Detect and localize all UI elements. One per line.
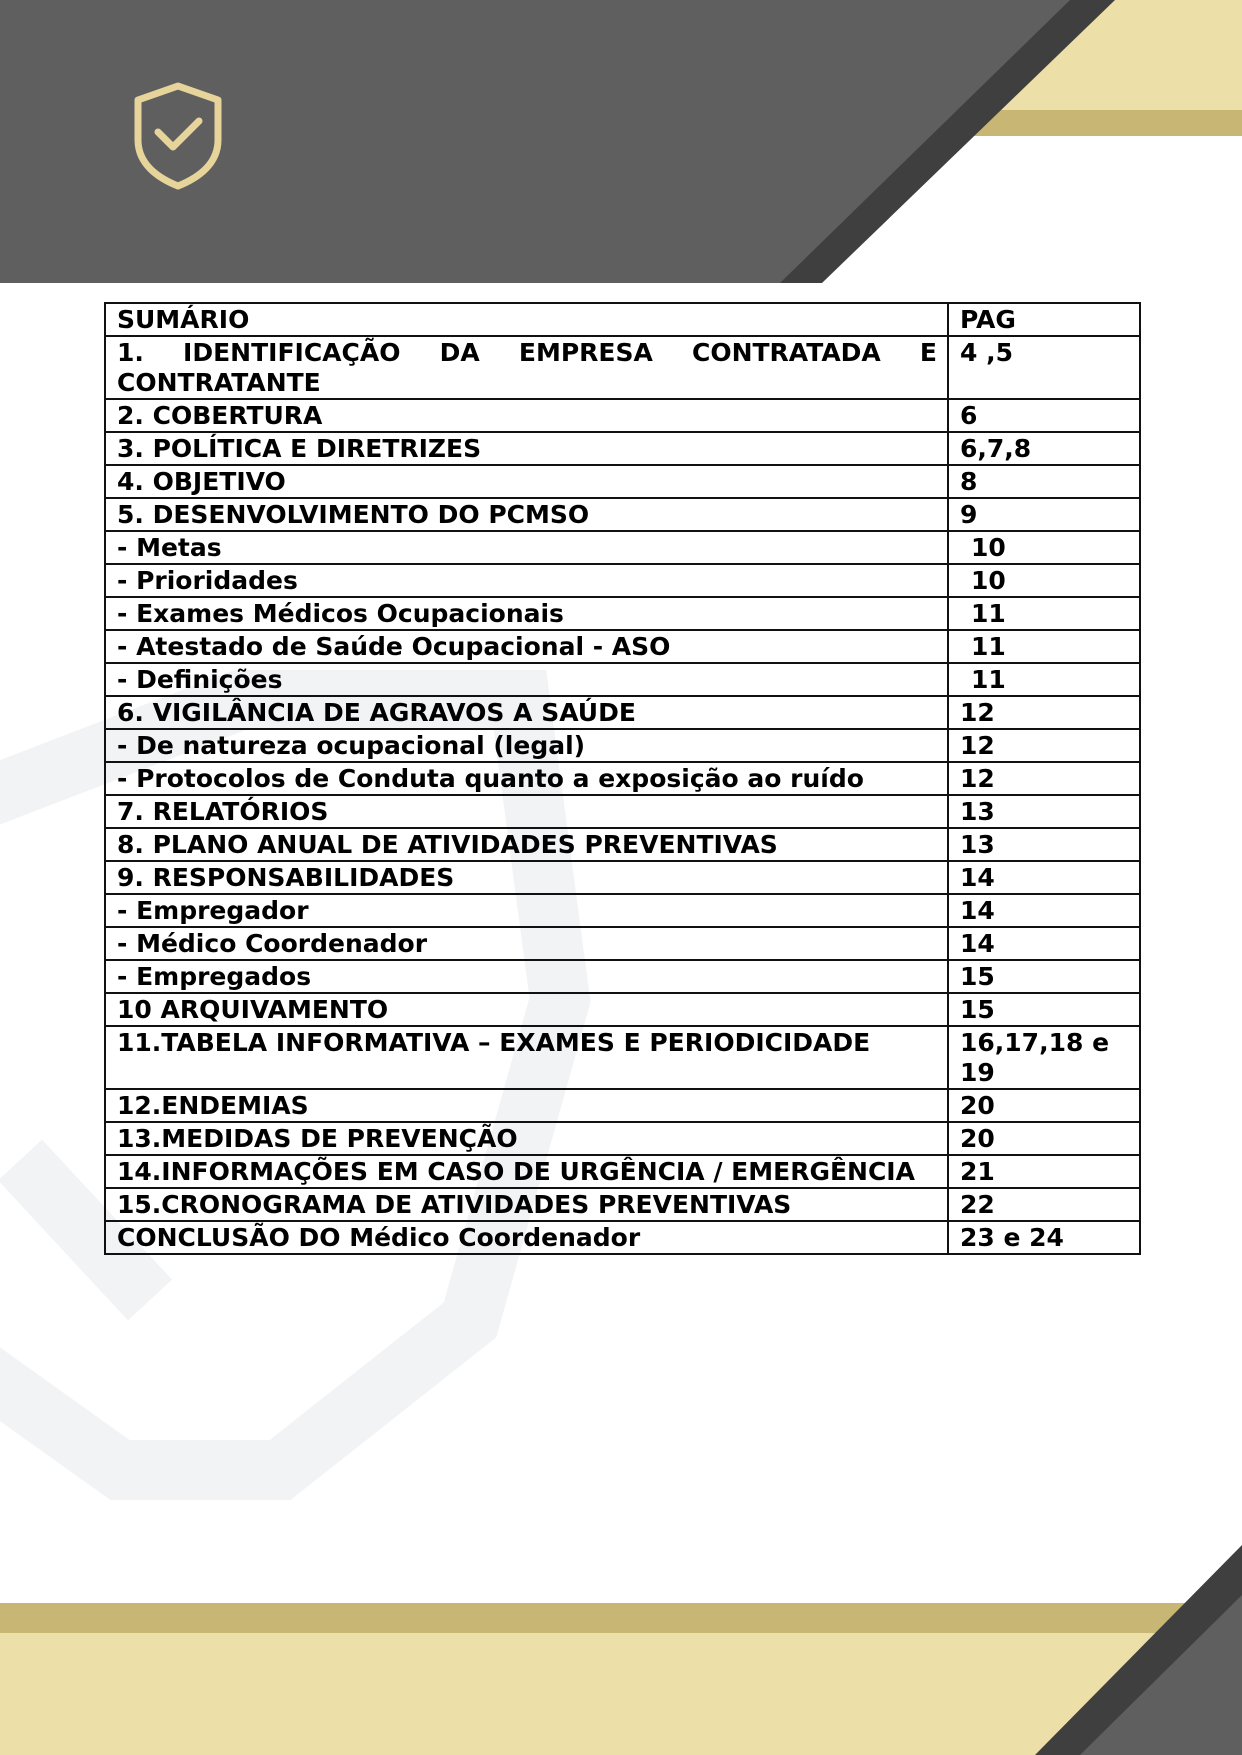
toc-entry-page: 14	[948, 894, 1140, 927]
toc-entry-title: 4. OBJETIVO	[105, 465, 948, 498]
toc-entry-title: 10 ARQUIVAMENTO	[105, 993, 948, 1026]
toc-entry-title: 5. DESENVOLVIMENTO DO PCMSO	[105, 498, 948, 531]
toc-entry-page: 12	[948, 696, 1140, 729]
toc-row	[105, 729, 1140, 762]
toc-entry-page: 12	[948, 729, 1140, 762]
toc-entry-title: - Exames Médicos Ocupacionais	[105, 597, 948, 630]
toc-row	[105, 1089, 1140, 1122]
toc-row	[105, 795, 1140, 828]
toc-entry-title: - Prioridades	[105, 564, 948, 597]
toc-entry-page: 15	[948, 993, 1140, 1026]
toc-header-row	[105, 303, 1140, 336]
toc-row	[105, 531, 1140, 564]
toc-row	[105, 1026, 1140, 1089]
toc-entry-title: 3. POLÍTICA E DIRETRIZES	[105, 432, 948, 465]
toc-entry-page: 11	[948, 663, 1140, 696]
toc-row	[105, 1221, 1140, 1254]
toc-row	[105, 465, 1140, 498]
toc-entry-title: - Metas	[105, 531, 948, 564]
toc-entry-page: 22	[948, 1188, 1140, 1221]
toc-header-page: PAG	[948, 303, 1140, 336]
toc-entry-title: 1. IDENTIFICAÇÃO DA EMPRESA CONTRATADA E CONTRATANTE	[105, 336, 948, 399]
toc-row	[105, 597, 1140, 630]
toc-entry-page: 14	[948, 861, 1140, 894]
toc-entry-title: 14.INFORMAÇÕES EM CASO DE URGÊNCIA / EMERGÊNCIA	[105, 1155, 948, 1188]
toc-entry-page: 13	[948, 828, 1140, 861]
toc-entry-title: - Empregados	[105, 960, 948, 993]
toc-entry-page: 15	[948, 960, 1140, 993]
toc-entry-page: 20	[948, 1122, 1140, 1155]
toc-entry-title: - Atestado de Saúde Ocupacional - ASO	[105, 630, 948, 663]
toc-entry-page: 14	[948, 927, 1140, 960]
toc-entry-page: 13	[948, 795, 1140, 828]
toc-entry-title: CONCLUSÃO DO Médico Coordenador	[105, 1221, 948, 1254]
toc-entry-page: 8	[948, 465, 1140, 498]
toc-entry-page: 9	[948, 498, 1140, 531]
toc-entry-page: 23 e 24	[948, 1221, 1140, 1254]
toc-row	[105, 663, 1140, 696]
toc-row	[105, 960, 1140, 993]
toc-row	[105, 630, 1140, 663]
toc-row	[105, 927, 1140, 960]
toc-entry-page: 6,7,8	[948, 432, 1140, 465]
toc-header-title: SUMÁRIO	[105, 303, 948, 336]
toc-row	[105, 432, 1140, 465]
toc-entry-title: 6. VIGILÂNCIA DE AGRAVOS A SAÚDE	[105, 696, 948, 729]
toc-row	[105, 1155, 1140, 1188]
toc-entry-title: 8. PLANO ANUAL DE ATIVIDADES PREVENTIVAS	[105, 828, 948, 861]
toc-entry-page: 6	[948, 399, 1140, 432]
toc-entry-page: 20	[948, 1089, 1140, 1122]
footer-gold-stripe-dark	[0, 1603, 1242, 1633]
toc-entry-title: - Definições	[105, 663, 948, 696]
toc-entry-page: 21	[948, 1155, 1140, 1188]
toc-entry-title: 2. COBERTURA	[105, 399, 948, 432]
toc-row	[105, 399, 1140, 432]
toc-entry-page: 16,17,18 e 19	[948, 1026, 1140, 1089]
toc-row	[105, 993, 1140, 1026]
toc-entry-title: 7. RELATÓRIOS	[105, 795, 948, 828]
toc-entry-title: 13.MEDIDAS DE PREVENÇÃO	[105, 1122, 948, 1155]
shield-check-icon	[130, 80, 226, 192]
toc-entry-page: 11	[948, 630, 1140, 663]
toc-entry-page: 10	[948, 531, 1140, 564]
toc-entry-title: 11.TABELA INFORMATIVA – EXAMES E PERIODICIDADE	[105, 1026, 948, 1089]
toc-entry-title: - Empregador	[105, 894, 948, 927]
toc-entry-title: 9. RESPONSABILIDADES	[105, 861, 948, 894]
toc-entry-title: 12.ENDEMIAS	[105, 1089, 948, 1122]
toc-entry-page: 11	[948, 597, 1140, 630]
toc-entry-title: - Protocolos de Conduta quanto a exposição ao ruído	[105, 762, 948, 795]
toc-table	[104, 302, 1141, 1255]
toc-row	[105, 828, 1140, 861]
toc-row	[105, 1188, 1140, 1221]
toc-row	[105, 336, 1140, 399]
toc-entry-page: 4 ,5	[948, 336, 1140, 399]
toc-entry-title: 15.CRONOGRAMA DE ATIVIDADES PREVENTIVAS	[105, 1188, 948, 1221]
toc-row	[105, 762, 1140, 795]
toc-entry-page: 10	[948, 564, 1140, 597]
toc-entry-title: - Médico Coordenador	[105, 927, 948, 960]
toc-row	[105, 696, 1140, 729]
toc-row	[105, 498, 1140, 531]
toc-row	[105, 1122, 1140, 1155]
toc-row	[105, 894, 1140, 927]
toc-entry-page: 12	[948, 762, 1140, 795]
toc-row	[105, 861, 1140, 894]
toc-entry-title: - De natureza ocupacional (legal)	[105, 729, 948, 762]
toc-row	[105, 564, 1140, 597]
